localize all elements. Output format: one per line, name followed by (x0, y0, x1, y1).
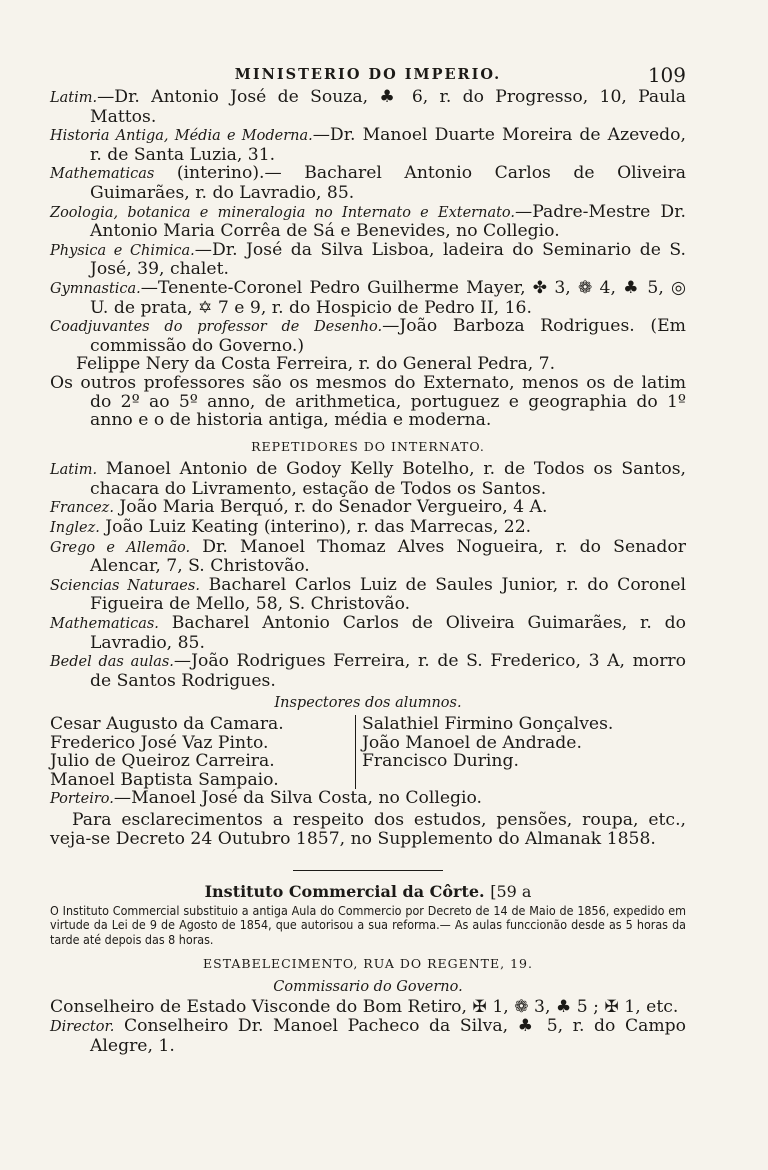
instituto-address: ESTABELECIMENTO, RUA DO REGENTE, 19. (203, 956, 533, 972)
entry-text: —Padre-Mestre Dr. Antonio Maria Corrêa de Sá e Benevides, no Collegio. (90, 201, 686, 242)
subject-label: Zoologia, botanica e mineralogia no Internato e Externato. (50, 204, 516, 221)
page-header (50, 62, 686, 88)
others-note: Os outros professores são os mesmos do Externato, menos os de latim do 2º ao 5º anno, de arithmetica, portuguez e geographia do 1º anno e o de historia antiga, média e moderna. (50, 372, 686, 431)
entry-text: Bacharel Antonio Carlos de Oliveira Guimarães, r. do Lavradio, 85. (90, 613, 686, 653)
inspectores-heading: Inspectores dos alumnos. (274, 695, 462, 712)
entry-text: Bacharel Carlos Luiz de Saules Junior, r. do Coronel Figueira de Mello, 58, S. Christovão. (90, 574, 686, 615)
professors-list (50, 88, 686, 430)
entry-text: —Dr. José da Silva Lisboa, ladeira do Seminario de S. José, 39, chalet. (90, 239, 686, 280)
subject-label: Sciencias Naturaes. (50, 577, 200, 594)
professor-entry (50, 279, 686, 317)
entry-text: João Maria Berquó, r. do Senador Vergueiro, 4 A. (119, 497, 548, 518)
page-number: 109 (647, 63, 686, 87)
repetidor-entry (50, 538, 686, 576)
repetidor-entry (50, 498, 686, 518)
inspectores-column-right (355, 715, 613, 789)
inspector-name: Julio de Queiroz Carreira. (50, 751, 275, 772)
repetidor-entry (50, 518, 686, 538)
inspector-name: Cesar Augusto da Camara. (50, 714, 284, 734)
inspectores-column-left (50, 715, 355, 789)
subject-label: Mathematicas. (50, 616, 159, 633)
inspectores-columns (50, 715, 686, 789)
professor-entry (50, 88, 686, 126)
inspector-name: Francisco During. (362, 751, 519, 772)
entry-text: —Dr. Manoel Duarte Moreira de Azevedo, r. de Santa Luzia, 31. (90, 125, 686, 165)
repetidores-list (50, 460, 686, 690)
subject-label: Inglez. (50, 520, 100, 537)
entry-text: Manoel Antonio de Godoy Kelly Botelho, r. de Todos os Santos, chacara do Livramento, estação de Todos os Santos. (90, 459, 686, 499)
professor-entry (50, 126, 686, 164)
subject-label: Porteiro. (50, 791, 114, 808)
commissario-heading: Commissario do Governo. (273, 978, 463, 995)
entry-text: —João Barboza Rodrigues. (Em commissão do Governo.) (90, 316, 686, 356)
professor-entry (50, 164, 686, 202)
extra-professor-line: Felippe Nery da Costa Ferreira, r. do General Pedra, 7. (76, 354, 556, 375)
entry-text: João Luiz Keating (interino), r. das Marrecas, 22. (105, 517, 532, 538)
instituto-title: Instituto Commercial da Côrte. (204, 882, 485, 902)
director-entry (50, 1017, 686, 1055)
entry-text: Conselheiro Dr. Manoel Pacheco da Silva, ♣ 5, r. do Campo Alegre, 1. (90, 1016, 686, 1056)
inspector-name: Salathiel Firmino Gonçalves. (362, 714, 614, 734)
entry-text: Dr. Manoel Thomaz Alves Nogueira, r. do Senador Alencar, 7, S. Christovão. (90, 536, 686, 577)
repetidor-entry (50, 576, 686, 614)
entry-text: —Tenente-Coronel Pedro Guilherme Mayer, ✤ 3, ❁ 4, ♣ 5, ◎ U. de prata, ✡ 7 e 9, r. do Hospicio de Pedro II, 16. (90, 277, 686, 318)
subject-label: Francez. (50, 500, 114, 517)
inspector-name: Frederico José Vaz Pinto. (50, 732, 269, 753)
subject-label: Coadjuvantes do professor de Desenho. (50, 319, 383, 336)
running-title: MINISTERIO DO IMPERIO. (234, 66, 502, 83)
subject-label: Mathematicas (50, 166, 155, 183)
decreto-note: Para esclarecimentos a respeito dos estudos, pensões, roupa, etc., veja-se Decreto 24 Outubro 1857, no Supplemento do Almanak 1858. (50, 809, 686, 849)
porteiro-entry (50, 789, 686, 809)
subject-label: Bedel das aulas. (50, 654, 174, 671)
section-divider (293, 870, 443, 871)
instituto-ref: [59 a (490, 882, 532, 902)
repetidor-entry (50, 614, 686, 652)
entry-text: —Manoel José da Silva Costa, no Collegio. (113, 788, 483, 809)
inspector-name: João Manoel de Andrade. (362, 732, 582, 753)
entry-text: —Dr. Antonio José de Souza, ♣ 6, r. do Progresso, 10, Paula Mattos. (90, 87, 686, 127)
instituto-heading (50, 883, 686, 902)
subject-label: Director. (50, 1019, 115, 1036)
professor-entry (50, 203, 686, 241)
subject-label: Grego e Allemão. (50, 539, 191, 556)
instituto-description: O Instituto Commercial substituio a antiga Aula do Commercio por Decreto de 14 de Maio de 1856, expedido em virtude da Lei de 9 de Agosto de 1854, que autorisou a sua reforma.— As aulas funccionão desde as 5 horas da tarde até depois das 8 horas. (50, 902, 686, 947)
professor-entry (50, 241, 686, 279)
commissario-entry: Conselheiro de Estado Visconde do Bom Retiro, ✠ 1, ❁ 3, ♣ 5 ; ✠ 1, etc. (50, 997, 679, 1018)
repetidor-entry (50, 460, 686, 498)
entry-text: (interino).— Bacharel Antonio Carlos de Oliveira Guimarães, r. do Lavradio, 85. (90, 163, 687, 203)
subject-label: Gymnastica. (50, 280, 141, 297)
professor-entry (50, 317, 686, 355)
inspector-name: Manoel Baptista Sampaio. (50, 769, 279, 790)
subject-label: Latim. (50, 90, 98, 106)
repetidores-heading: REPETIDORES DO INTERNATO. (251, 438, 485, 454)
subject-label: Historia Antiga, Média e Moderna. (50, 128, 313, 145)
bedel-entry (50, 652, 686, 690)
entry-text: —João Rodrigues Ferreira, r. de S. Frederico, 3 A, morro de Santos Rodrigues. (90, 651, 686, 691)
subject-label: Physica e Chimica. (50, 242, 195, 259)
subject-label: Latim. (50, 462, 98, 479)
